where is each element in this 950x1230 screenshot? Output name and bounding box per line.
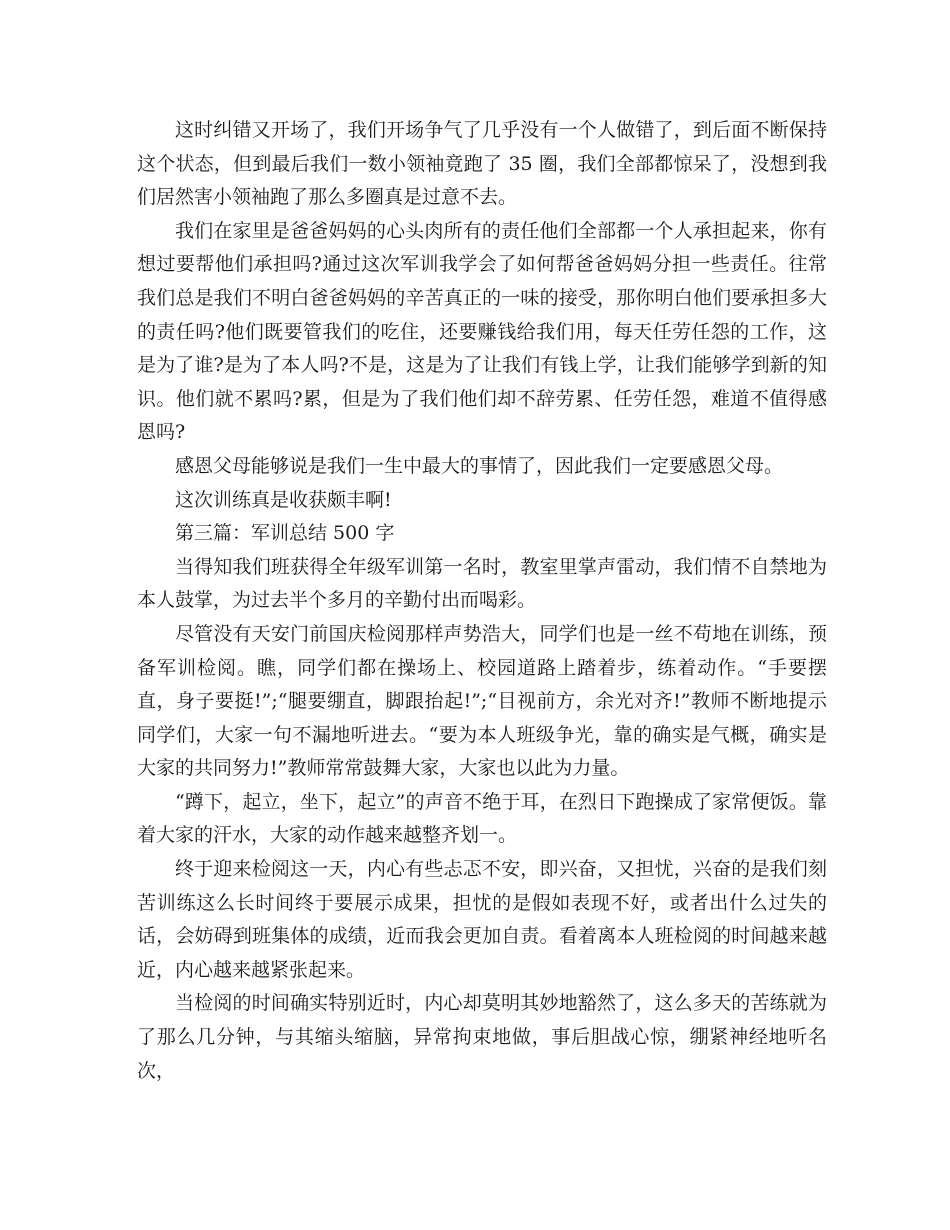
- paragraph-4: 这次训练真是收获颇丰啊!: [175, 488, 392, 511]
- paragraph-7: “蹲下，起立，坐下，起立”的声音不绝于耳，在烈日下跑操成了家常便饭。靠着大家的汗水，大家的动作越来越整齐划一。: [137, 790, 827, 847]
- paragraph-5: 当得知我们班获得全年级军训第一名时，教室里掌声雷动，我们情不自禁地为本人鼓掌，为过去半个多月的辛勤付出而喝彩。: [137, 555, 827, 612]
- body-text: [137, 114, 827, 1088]
- paragraph-8: 终于迎来检阅这一天，内心有些忐忑不安，即兴奋，又担忧，兴奋的是我们刻苦训练这么长时间终于要展示成果，担忧的是假如表现不好，或者出什么过失的话，会妨碍到班集体的成绩，近而我会更加自责。看着离本人班检阅的时间越来越近，内心越来越紧张起来。: [137, 858, 827, 981]
- paragraph-6: 尽管没有天安门前国庆检阅那样声势浩大，同学们也是一丝不苟地在训练，预备军训检阅。瞧，同学们都在操场上、校园道路上踏着步，练着动作。“手要摆直，身子要挺!”;“腿要绷直，脚跟抬起!”;“目视前方，余光对齐!”教师不断地提示同学们，大家一句不漏地听进去。“要为本人班级争光，靠的确实是气概，确实是大家的共同努力!”教师常常鼓舞大家，大家也以此为力量。: [137, 622, 827, 780]
- paragraph-9: 当检阅的时间确实特别近时，内心却莫明其妙地豁然了，这么多天的苦练就为了那么几分钟，与其缩头缩脑，异常拘束地做，事后胆战心惊，绷紧神经地听名次，: [137, 992, 827, 1082]
- paragraph-2: 我们在家里是爸爸妈妈的心头肉所有的责任他们全部都一个人承担起来，你有想过要帮他们承担吗?通过这次军训我学会了如何帮爸爸妈妈分担一些责任。往常我们总是我们不明白爸爸妈妈的辛苦真正的一味的接受，那你明白他们要承担多大的责任吗?他们既要管我们的吃住，还要赚钱给我们用，每天任劳任怨的工作，这是为了谁?是为了本人吗?不是，这是为了让我们有钱上学，让我们能够学到新的知识。他们就不累吗?累，但是为了我们他们却不辞劳累、任劳任怨，难道不值得感恩吗?: [137, 219, 827, 444]
- paragraph-3: 感恩父母能够说是我们一生中最大的事情了，因此我们一定要感恩父母。: [175, 454, 784, 477]
- paragraph-1: 这时纠错又开场了，我们开场争气了几乎没有一个人做错了，到后面不断保持这个状态，但到最后我们一数小领袖竟跑了 35 圈，我们全部都惊呆了，没想到我们居然害小领袖跑了那么多圈真是过意不去。: [137, 119, 827, 209]
- section-heading: 第三篇：军训总结 500 字: [175, 522, 395, 545]
